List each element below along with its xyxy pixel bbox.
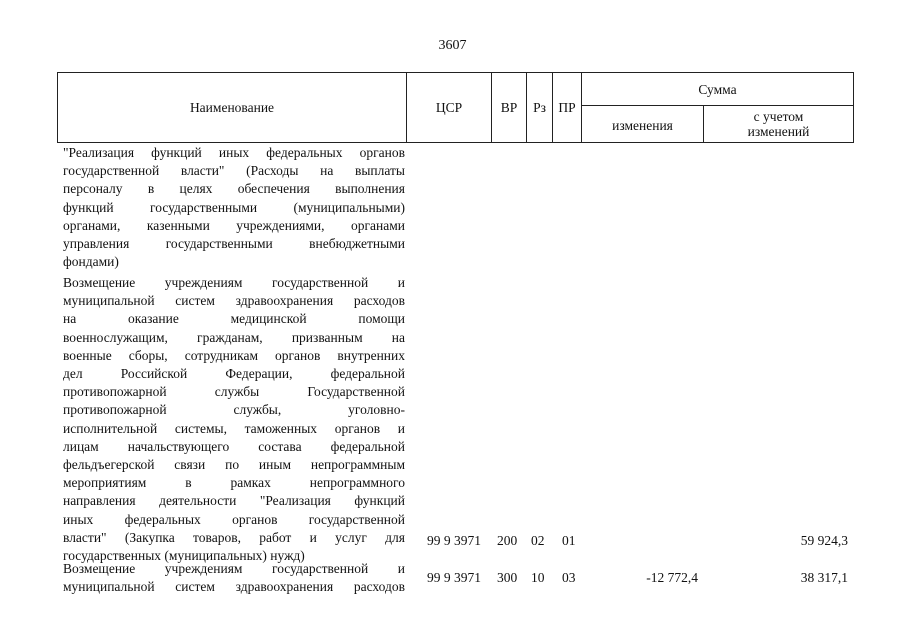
header-with-change: [703, 105, 854, 143]
table-row: [63, 560, 405, 596]
row-text-line: власти" (Закупка товаров, работ и услуг для: [63, 529, 405, 545]
row-text-line: государственных (муниципальных) нужд): [63, 548, 305, 564]
cell-total: 59 924,3: [800, 533, 848, 548]
row-text-line: на оказание медицинской помощи: [63, 311, 405, 327]
header-csr-label: ЦСР: [435, 100, 463, 115]
cell-total: 38 317,1: [800, 570, 848, 585]
cell-vr: 200: [497, 533, 518, 548]
header-change-label: изменения: [612, 118, 673, 133]
cell-rz: 02: [531, 533, 545, 548]
row-text-line: государственной власти" (Расходы на выплаты: [63, 163, 405, 179]
row-text-line: муниципальной систем здравоохранения расходов: [63, 293, 405, 309]
header-sum-label: Сумма: [698, 81, 737, 97]
row-text-line: фельдъегерской связи по иным непрограммным: [63, 457, 405, 473]
cell-pr: 03: [562, 570, 576, 585]
cell-rz: 10: [531, 570, 545, 585]
row-text-line: муниципальной систем здравоохранения расходов: [63, 579, 405, 595]
cell-vr: 300: [497, 570, 518, 585]
row-text-line: управления государственными внебюджетными: [63, 236, 405, 252]
cell-csr: 99 9 3971: [427, 533, 481, 548]
row-text-line: Возмещение учреждениям государственной и: [63, 561, 405, 576]
row-text-line: функций государственными (муниципальными): [63, 199, 405, 215]
row-text-line: военные сборы, сотрудникам органов внутренних: [63, 347, 405, 363]
row-text-line: направления деятельности "Реализация функций: [63, 493, 405, 509]
cell-pr: 01: [562, 533, 576, 548]
header-name: [57, 72, 407, 143]
header-csr: [406, 72, 492, 143]
row-text-line: дел Российской Федерации, федеральной: [63, 366, 405, 382]
row-text-line: противопожарной службы Государственной: [63, 384, 405, 400]
page-number: 3607: [438, 38, 467, 53]
row-text-line: "Реализация функций иных федеральных органов: [63, 145, 405, 160]
table-row: [63, 274, 405, 565]
row-text-line: военнослужащим, гражданам, призванным на: [63, 329, 405, 345]
header-sum: [581, 72, 854, 106]
header-vr: [491, 72, 527, 143]
row-text-line: иных федеральных органов государственной: [63, 511, 405, 527]
row-text-line: Возмещение учреждениям государственной и: [63, 275, 405, 290]
header-with-change-line2: изменений: [747, 124, 810, 139]
header-pr-label: ПР: [558, 100, 576, 115]
header-change: [581, 105, 704, 143]
header-vr-label: ВР: [500, 100, 518, 115]
table-row: [63, 144, 405, 271]
header-pr: [552, 72, 582, 143]
header-rz-label: Рз: [533, 100, 546, 115]
row-text-line: противопожарной службы, уголовно-: [63, 402, 405, 418]
row-text-line: органами, казенными учреждениями, органами: [63, 217, 405, 233]
row-text-line: мероприятиям в рамках непрограммного: [63, 475, 405, 491]
cell-change: -12 772,4: [646, 570, 698, 585]
row-text-line: исполнительной системы, таможенных органов и: [63, 420, 405, 436]
row-text-line: фондами): [63, 254, 119, 270]
header-rz: [526, 72, 553, 143]
row-text-line: лицам начальствующего состава федеральной: [63, 438, 405, 454]
header-with-change-line1: с учетом: [753, 109, 804, 124]
cell-csr: 99 9 3971: [427, 570, 481, 585]
row-text-line: персоналу в целях обеспечения выполнения: [63, 181, 405, 197]
header-name-label: Наименование: [189, 100, 275, 115]
